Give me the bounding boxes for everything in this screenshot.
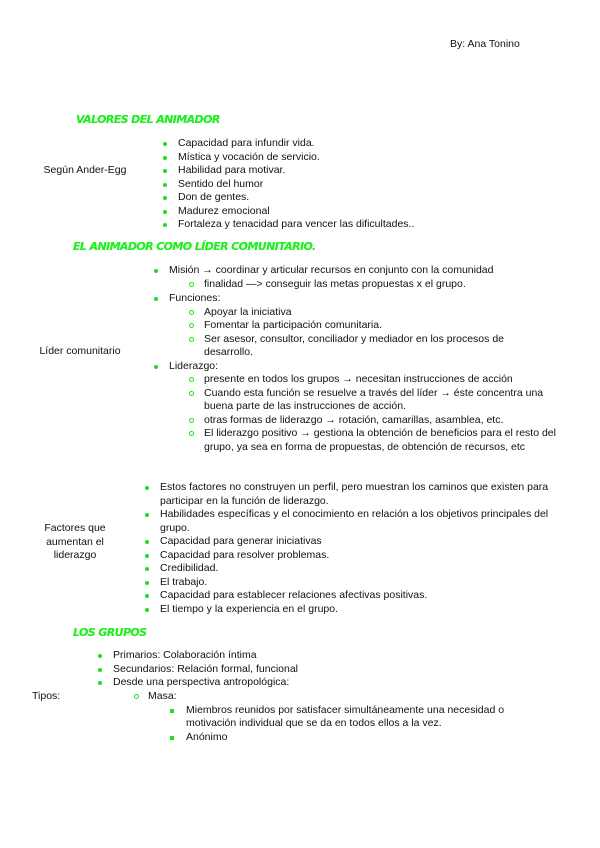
list-item: Miembros reunidos por satisfacer simultáneamente una necesidad o motivación individual que se da en todos ellos a la vez.: [170, 704, 515, 731]
author-line: By: Ana Tonino: [450, 38, 520, 50]
list-item: Mística y vocación de servicio.: [162, 151, 462, 165]
label-line: liderazgo: [53, 549, 97, 561]
list-item-mision: [153, 264, 573, 291]
list-item: Habilidades específicas y el conocimiento en relación a los objetivos principales del grupo.: [144, 508, 578, 535]
list-item: finalidad —> conseguir las metas propuestas x el grupo.: [189, 278, 573, 292]
list-item: Capacidad para generar iniciativas: [144, 535, 578, 549]
list-grupos: [97, 649, 397, 690]
list-item: El tiempo y la experiencia en el grupo.: [144, 603, 578, 617]
sublist-liderazgo: [189, 373, 564, 454]
list-item: Madurez emocional: [162, 205, 462, 219]
list-item: Sentido del humor: [162, 178, 462, 192]
list-item: Estos factores no construyen un perfil, pero muestran los caminos que existen para participar en la función de liderazgo.: [144, 481, 578, 508]
list-masa: [134, 690, 554, 744]
list-item: Fomentar la participación comunitaria.: [189, 319, 524, 333]
label-tipos: Tipos:: [32, 690, 61, 702]
list-item: Don de gentes.: [162, 191, 462, 205]
list-valores: [162, 137, 462, 232]
list-item: El liderazgo positivo → gestiona la obtención de beneficios para el resto del grupo, ya sea en forma de propuestas, de obtención de recursos, etc: [189, 427, 564, 454]
sublist-funciones: [189, 306, 524, 360]
list-item: Primarios: Colaboración íntima: [97, 649, 397, 663]
list-lider: [153, 264, 573, 454]
liderazgo-text: Liderazgo:: [169, 359, 219, 372]
list-item: Desde una perspectiva antropológica:: [97, 676, 397, 690]
sublist-masa: [170, 704, 515, 745]
label-lider-comunitario: Líder comunitario: [39, 345, 121, 357]
list-item-masa: [134, 690, 554, 744]
list-item: Habilidad para motivar.: [162, 164, 462, 178]
section-heading-valores: VALORES DEL ANIMADOR: [76, 113, 220, 126]
label-factores: [25, 522, 125, 563]
list-item: Credibilidad.: [144, 562, 578, 576]
list-factores: [144, 481, 578, 616]
section-heading-grupos: LOS GRUPOS: [73, 626, 147, 639]
list-item: presente en todos los grupos → necesitan instrucciones de acción: [189, 373, 564, 387]
list-item: Capacidad para infundir vida.: [162, 137, 462, 151]
list-item: Capacidad para establecer relaciones afectivas positivas.: [144, 589, 578, 603]
funciones-text: Funciones:: [169, 292, 221, 304]
label-line: aumentan el: [46, 535, 104, 548]
label-segun-ander-egg: Según Ander-Egg: [43, 164, 127, 176]
list-item: Apoyar la iniciativa: [189, 306, 524, 320]
list-item: Cuando esta función se resuelve a través del líder → éste concentra una buena parte de las instrucciones de acción.: [189, 387, 564, 414]
list-item: Capacidad para resolver problemas.: [144, 549, 578, 563]
list-item: Fortaleza y tenacidad para vencer las dificultades..: [162, 218, 462, 232]
list-item: El trabajo.: [144, 576, 578, 590]
list-item: otras formas de liderazgo → rotación, camarillas, asamblea, etc.: [189, 414, 564, 428]
mision-text: Misión → coordinar y articular recursos en conjunto con la comunidad: [169, 264, 494, 276]
list-item: Secundarios: Relación formal, funcional: [97, 663, 397, 677]
list-item-liderazgo: [153, 360, 573, 455]
sublist-mision: [189, 278, 573, 292]
list-item: Ser asesor, consultor, conciliador y mediador en los procesos de desarrollo.: [189, 333, 524, 360]
list-item-funciones: [153, 292, 573, 360]
section-heading-lider: EL ANIMADOR COMO LÍDER COMUNITARIO.: [73, 240, 316, 253]
label-line: Factores que: [44, 522, 106, 534]
list-item: Anónimo: [170, 731, 515, 745]
masa-text: Masa:: [148, 690, 177, 702]
